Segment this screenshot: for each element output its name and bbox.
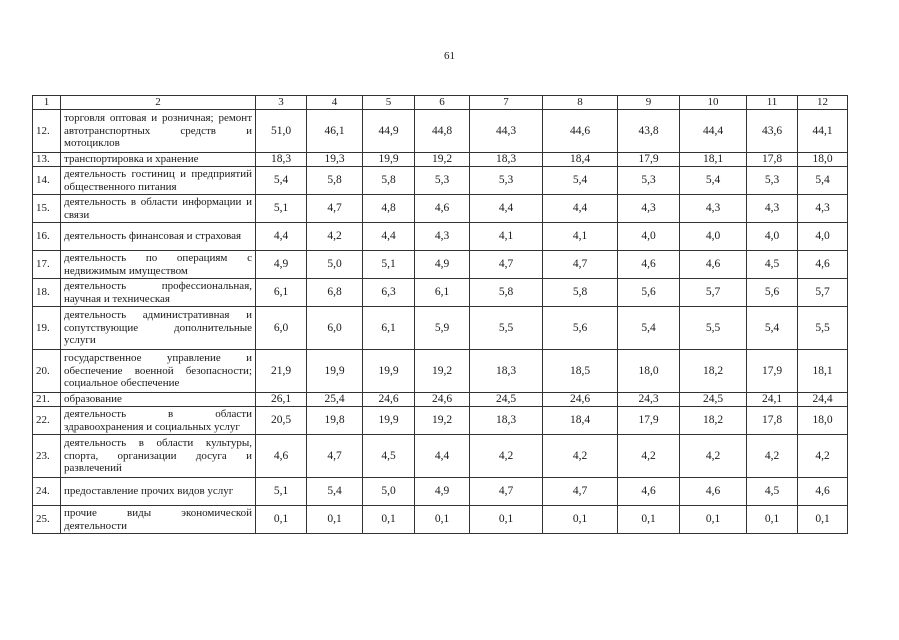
value-cell: 19,3 [307,153,363,167]
value-cell: 6,3 [363,279,415,307]
value-cell: 4,6 [256,435,307,478]
value-cell: 4,2 [680,435,747,478]
value-cell: 4,2 [798,435,848,478]
value-cell: 17,9 [747,350,798,393]
value-cell: 19,2 [415,350,470,393]
value-cell: 0,1 [470,506,543,534]
row-index: 15. [33,195,61,223]
activity-name: деятельность финансовая и страховая [61,223,256,251]
value-cell: 4,2 [747,435,798,478]
column-header: 2 [61,96,256,110]
table-row [33,393,848,407]
value-cell: 4,7 [543,251,618,279]
value-cell: 19,9 [363,350,415,393]
column-header: 3 [256,96,307,110]
value-cell: 4,2 [543,435,618,478]
value-cell: 19,9 [363,407,415,435]
value-cell: 0,1 [798,506,848,534]
value-cell: 6,1 [256,279,307,307]
value-cell: 24,3 [618,393,680,407]
value-cell: 44,1 [798,110,848,153]
value-cell: 4,7 [470,251,543,279]
table-row [33,307,848,350]
value-cell: 4,5 [747,478,798,506]
value-cell: 17,9 [618,407,680,435]
value-cell: 5,3 [415,167,470,195]
value-cell: 4,5 [363,435,415,478]
activity-name: деятельность гостиниц и предприятий общественного питания [61,167,256,195]
value-cell: 21,9 [256,350,307,393]
value-cell: 4,3 [798,195,848,223]
value-cell: 18,2 [680,350,747,393]
value-cell: 4,4 [256,223,307,251]
value-cell: 4,7 [307,195,363,223]
value-cell: 5,0 [363,478,415,506]
activity-name: деятельность в области здравоохранения и социальных услуг [61,407,256,435]
value-cell: 4,4 [543,195,618,223]
value-cell: 5,4 [798,167,848,195]
value-cell: 5,7 [798,279,848,307]
value-cell: 6,1 [363,307,415,350]
value-cell: 4,6 [798,251,848,279]
value-cell: 18,3 [470,153,543,167]
value-cell: 5,1 [363,251,415,279]
value-cell: 6,0 [256,307,307,350]
value-cell: 4,7 [470,478,543,506]
value-cell: 4,1 [543,223,618,251]
value-cell: 18,4 [543,153,618,167]
activity-name: транспортировка и хранение [61,153,256,167]
column-header: 9 [618,96,680,110]
value-cell: 44,6 [543,110,618,153]
value-cell: 19,8 [307,407,363,435]
row-index: 13. [33,153,61,167]
value-cell: 4,6 [680,251,747,279]
value-cell: 19,2 [415,407,470,435]
column-header: 8 [543,96,618,110]
row-index: 19. [33,307,61,350]
value-cell: 4,1 [470,223,543,251]
column-header: 12 [798,96,848,110]
value-cell: 4,3 [680,195,747,223]
header-row [33,96,848,110]
activity-name: деятельность по операциям с недвижимым имуществом [61,251,256,279]
activity-name: прочие виды экономической деятельности [61,506,256,534]
column-header: 11 [747,96,798,110]
value-cell: 18,0 [798,407,848,435]
value-cell: 5,3 [618,167,680,195]
value-cell: 5,8 [363,167,415,195]
value-cell: 5,9 [415,307,470,350]
value-cell: 17,8 [747,153,798,167]
value-cell: 4,4 [363,223,415,251]
value-cell: 18,1 [798,350,848,393]
value-cell: 4,7 [307,435,363,478]
value-cell: 6,1 [415,279,470,307]
value-cell: 18,5 [543,350,618,393]
value-cell: 6,8 [307,279,363,307]
value-cell: 5,8 [470,279,543,307]
value-cell: 5,4 [680,167,747,195]
value-cell: 4,6 [618,251,680,279]
statistics-table [32,95,848,534]
value-cell: 5,5 [798,307,848,350]
column-header: 6 [415,96,470,110]
value-cell: 4,4 [470,195,543,223]
value-cell: 5,4 [747,307,798,350]
value-cell: 46,1 [307,110,363,153]
value-cell: 5,1 [256,478,307,506]
column-header: 5 [363,96,415,110]
value-cell: 44,8 [415,110,470,153]
activity-name: предоставление прочих видов услуг [61,478,256,506]
activity-name: деятельность административная и сопутствующие дополнительные услуги [61,307,256,350]
activity-name: деятельность в области культуры, спорта, организации досуга и развлечений [61,435,256,478]
table-row [33,153,848,167]
value-cell: 5,4 [256,167,307,195]
value-cell: 44,9 [363,110,415,153]
activity-name: деятельность в области информации и связи [61,195,256,223]
value-cell: 19,9 [307,350,363,393]
table-row [33,223,848,251]
value-cell: 5,4 [618,307,680,350]
page-number: 61 [444,50,455,62]
value-cell: 5,1 [256,195,307,223]
value-cell: 5,3 [470,167,543,195]
table-row [33,167,848,195]
table-row [33,251,848,279]
row-index: 17. [33,251,61,279]
value-cell: 18,2 [680,407,747,435]
value-cell: 25,4 [307,393,363,407]
value-cell: 5,8 [543,279,618,307]
row-index: 18. [33,279,61,307]
activity-name: торговля оптовая и розничная; ремонт автотранспортных средств и мотоциклов [61,110,256,153]
value-cell: 0,1 [543,506,618,534]
row-index: 12. [33,110,61,153]
value-cell: 4,3 [618,195,680,223]
row-index: 16. [33,223,61,251]
row-index: 23. [33,435,61,478]
value-cell: 18,3 [470,407,543,435]
value-cell: 4,0 [798,223,848,251]
table-row [33,435,848,478]
row-index: 20. [33,350,61,393]
value-cell: 17,8 [747,407,798,435]
value-cell: 18,3 [470,350,543,393]
value-cell: 0,1 [363,506,415,534]
table-row [33,350,848,393]
value-cell: 18,3 [256,153,307,167]
value-cell: 5,6 [618,279,680,307]
row-index: 14. [33,167,61,195]
value-cell: 0,1 [415,506,470,534]
value-cell: 4,5 [747,251,798,279]
value-cell: 4,3 [415,223,470,251]
value-cell: 5,5 [470,307,543,350]
activity-name: деятельность профессиональная, научная и техническая [61,279,256,307]
value-cell: 44,4 [680,110,747,153]
value-cell: 4,2 [307,223,363,251]
value-cell: 4,2 [618,435,680,478]
value-cell: 24,6 [543,393,618,407]
value-cell: 43,6 [747,110,798,153]
value-cell: 4,6 [618,478,680,506]
value-cell: 4,9 [256,251,307,279]
value-cell: 4,0 [680,223,747,251]
value-cell: 18,0 [798,153,848,167]
column-header: 7 [470,96,543,110]
value-cell: 4,0 [618,223,680,251]
table-row [33,110,848,153]
value-cell: 24,4 [798,393,848,407]
value-cell: 24,5 [680,393,747,407]
value-cell: 4,0 [747,223,798,251]
row-index: 21. [33,393,61,407]
table-row [33,478,848,506]
row-index: 24. [33,478,61,506]
value-cell: 4,6 [415,195,470,223]
value-cell: 0,1 [618,506,680,534]
value-cell: 19,2 [415,153,470,167]
column-header: 1 [33,96,61,110]
activity-name: образование [61,393,256,407]
value-cell: 4,7 [543,478,618,506]
table-row [33,407,848,435]
activity-name: государственное управление и обеспечение военной безопасности; социальное обеспечение [61,350,256,393]
value-cell: 18,0 [618,350,680,393]
column-header: 10 [680,96,747,110]
value-cell: 5,6 [747,279,798,307]
value-cell: 44,3 [470,110,543,153]
value-cell: 5,4 [543,167,618,195]
value-cell: 4,9 [415,251,470,279]
value-cell: 5,7 [680,279,747,307]
value-cell: 5,4 [307,478,363,506]
value-cell: 0,1 [747,506,798,534]
value-cell: 5,8 [307,167,363,195]
value-cell: 51,0 [256,110,307,153]
value-cell: 4,6 [680,478,747,506]
value-cell: 4,9 [415,478,470,506]
value-cell: 18,4 [543,407,618,435]
column-header: 4 [307,96,363,110]
row-index: 25. [33,506,61,534]
value-cell: 5,6 [543,307,618,350]
value-cell: 19,9 [363,153,415,167]
value-cell: 5,5 [680,307,747,350]
value-cell: 4,2 [470,435,543,478]
value-cell: 24,1 [747,393,798,407]
value-cell: 0,1 [680,506,747,534]
table-row [33,279,848,307]
value-cell: 4,4 [415,435,470,478]
value-cell: 4,3 [747,195,798,223]
value-cell: 6,0 [307,307,363,350]
value-cell: 24,5 [470,393,543,407]
value-cell: 24,6 [363,393,415,407]
value-cell: 0,1 [256,506,307,534]
row-index: 22. [33,407,61,435]
value-cell: 4,6 [798,478,848,506]
value-cell: 5,0 [307,251,363,279]
value-cell: 4,8 [363,195,415,223]
value-cell: 18,1 [680,153,747,167]
value-cell: 43,8 [618,110,680,153]
value-cell: 24,6 [415,393,470,407]
value-cell: 0,1 [307,506,363,534]
value-cell: 20,5 [256,407,307,435]
value-cell: 26,1 [256,393,307,407]
value-cell: 17,9 [618,153,680,167]
table-row [33,506,848,534]
value-cell: 5,3 [747,167,798,195]
table-row [33,195,848,223]
